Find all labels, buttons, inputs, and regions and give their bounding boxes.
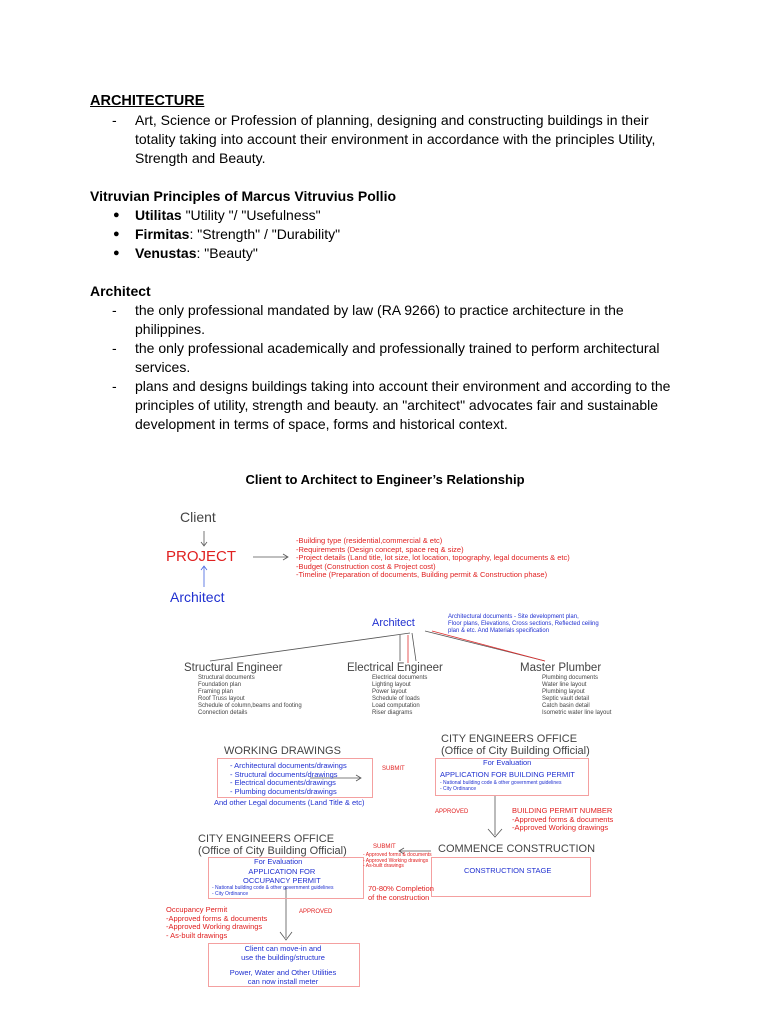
final-line: can now install meter xyxy=(247,976,319,986)
vitruvian-term: Venustas xyxy=(135,245,197,261)
plumbing-doc: Septic vault detail xyxy=(542,696,590,702)
structural-doc: Connection details xyxy=(198,710,248,716)
occupancy-guidelines xyxy=(212,885,333,897)
structural-doc: Foundation plan xyxy=(198,682,242,688)
submit-doc: - Approved Working drawings xyxy=(363,857,429,864)
vitruvian-term: Utilitas xyxy=(135,207,182,223)
architect-doc: plan & etc. And Materials specification xyxy=(448,628,550,634)
construction-stage-box xyxy=(431,857,591,897)
app-line: APPLICATION FOR xyxy=(248,867,316,876)
building-permit-application: APPLICATION FOR BUILDING PERMIT xyxy=(440,770,575,779)
occupancy-permit-note xyxy=(166,906,267,940)
occupancy-line: -Approved Working drawings xyxy=(166,922,263,931)
vitruvian-term: Firmitas xyxy=(135,226,190,242)
ceo-line: CITY ENGINEERS OFFICE xyxy=(198,833,335,845)
structural-doc: Roof Truss layout xyxy=(198,696,245,702)
project-details xyxy=(296,537,570,580)
architect-heading: Architect xyxy=(90,283,151,299)
architect-label: Architect xyxy=(170,589,225,605)
submit-label-2: SUBMIT xyxy=(373,844,396,850)
final-line: use the building/structure xyxy=(241,952,325,962)
city-engineers-office-1 xyxy=(441,733,590,757)
diagram-title: Client to Architect to Engineer’s Relationship xyxy=(245,472,525,487)
vitruvian-list xyxy=(90,206,690,263)
bp-line: -Approved Working drawings xyxy=(512,823,609,832)
bp-line: BUILDING PERMIT NUMBER xyxy=(512,806,613,815)
project-detail: -Requirements (Design concept, space req & size) xyxy=(296,544,464,554)
architect-doc: Architectural documents - Site development plan, xyxy=(448,614,579,620)
final-line: Client can move-in and xyxy=(244,944,322,953)
electrical-docs xyxy=(372,675,427,717)
page-title: ARCHITECTURE xyxy=(90,93,205,109)
plumbing-doc: Catch basin detail xyxy=(542,703,590,709)
document-body xyxy=(90,92,690,434)
submit-doc: - As-built drawings xyxy=(363,863,404,869)
construction-stage: CONSTRUCTION STAGE xyxy=(464,866,552,875)
app-line: OCCUPANCY PERMIT xyxy=(243,875,321,885)
final-note xyxy=(208,945,358,986)
vitruvian-desc: "Strength" / "Durability" xyxy=(197,226,341,242)
approved-label-1: APPROVED xyxy=(435,809,469,815)
other-legal-docs: And other Legal documents (Land Title & etc) xyxy=(214,798,365,807)
master-plumber-label: Master Plumber xyxy=(520,662,602,674)
architect-item: - plans and designs buildings taking into account their environment and according to the principles of utility, strength and beauty. an "architect" advocates fair and sustainable development in terms of space, forms and historical context. xyxy=(90,377,690,434)
project-label: PROJECT xyxy=(166,548,237,565)
electrical-doc: Schedule of loads xyxy=(372,696,420,702)
completion-line: 70-80% Completion xyxy=(368,884,434,893)
for-evaluation-1: For Evaluation xyxy=(483,758,532,767)
architect-item: - the only professional academically and professionally trained to perform architectural services. xyxy=(90,339,690,377)
definition-item: - Art, Science or Profession of planning, designing and constructing buildings in their totality taking into account their environment in accordance with the principles Utility, Strength and Beauty. xyxy=(90,111,690,168)
vitruvian-heading: Vitruvian Principles of Marcus Vitruvius Pollio xyxy=(90,188,397,204)
approved-label-2: APPROVED xyxy=(299,909,333,915)
electrical-doc: Riser diagrams xyxy=(372,710,413,716)
vitruvian-item xyxy=(90,244,690,263)
structural-doc: Structural documents xyxy=(198,675,255,681)
guideline: - City Ordinance xyxy=(440,786,477,792)
plumbing-doc: Plumbing layout xyxy=(542,689,585,695)
submit-doc: - Approved forms & documents xyxy=(363,852,432,858)
working-drawing-item: - Plumbing documents/drawings xyxy=(230,786,337,796)
working-drawings-label: WORKING DRAWINGS xyxy=(224,745,341,757)
structural-docs xyxy=(198,675,302,717)
structural-engineer-label: Structural Engineer xyxy=(184,662,283,674)
structural-doc: Framing plan xyxy=(198,689,234,695)
ceo-line: (Office of City Building Official) xyxy=(198,845,347,857)
final-line: Power, Water and Other Utilities xyxy=(229,968,337,977)
vitruvian-desc: "Utility "/ "Usefulness" xyxy=(185,207,321,223)
vitruvian-sep: : xyxy=(196,245,205,261)
structural-doc: Schedule of column,beams and footing xyxy=(198,703,302,709)
city-engineers-office-2 xyxy=(198,833,347,857)
architect-node: Architect xyxy=(372,617,415,629)
vitruvian-item xyxy=(90,206,690,225)
electrical-doc: Load computation xyxy=(372,703,420,709)
plumbing-doc: Water line layout xyxy=(542,682,587,688)
vitruvian-item xyxy=(90,225,690,244)
architect-docs xyxy=(448,614,599,635)
building-permit-number xyxy=(512,807,613,833)
guideline: - City Ordinance xyxy=(212,891,249,897)
guideline: - National building code & other government guidelines xyxy=(212,885,334,891)
electrical-doc: Lighting layout xyxy=(372,682,411,688)
vitruvian-desc: "Beauty" xyxy=(204,245,258,261)
electrical-doc: Power layout xyxy=(372,689,407,695)
plumbing-doc: Plumbing documents xyxy=(542,675,599,681)
ceo-line: CITY ENGINEERS OFFICE xyxy=(441,733,578,745)
occupancy-permit-application xyxy=(243,868,321,885)
project-detail: -Project details (Land title, lot size, lot location, topography, legal documents & etc) xyxy=(296,553,570,562)
commence-construction: COMMENCE CONSTRUCTION xyxy=(438,843,596,855)
electrical-doc: Electrical documents xyxy=(372,675,428,681)
project-detail: -Budget (Construction cost & Project cost) xyxy=(296,561,436,571)
working-drawing-item: - Architectural documents/drawings xyxy=(230,761,347,770)
working-drawings-list xyxy=(230,762,347,796)
electrical-engineer-label: Electrical Engineer xyxy=(347,662,443,674)
for-evaluation-2: For Evaluation xyxy=(254,857,303,866)
submit-docs-2 xyxy=(363,853,432,870)
occupancy-line: -Approved forms & documents xyxy=(166,913,268,923)
plumbing-doc: Isometric water line layout xyxy=(542,710,612,716)
completion-line: of the construction xyxy=(368,892,430,902)
bp-line: -Approved forms & documents xyxy=(512,814,614,824)
client-label: Client xyxy=(180,509,216,525)
architect-doc: Floor plans, Elevations, Cross sections, Reflected ceiling xyxy=(448,621,599,627)
submit-label: SUBMIT xyxy=(382,766,405,772)
occupancy-line: Occupancy Permit xyxy=(166,905,228,914)
working-drawing-item: - Electrical documents/drawings xyxy=(230,778,336,787)
definition-list xyxy=(90,111,690,168)
vitruvian-sep: : xyxy=(189,226,198,242)
occupancy-line: - As-built drawings xyxy=(166,930,228,940)
working-drawing-item: - Structural documents/drawings xyxy=(230,769,338,779)
building-permit-guidelines xyxy=(440,780,561,792)
architect-item: - the only professional mandated by law (RA 9266) to practice architecture in the philippines. xyxy=(90,301,690,339)
guideline: - National building code & other government guidelines xyxy=(440,780,562,786)
plumbing-docs xyxy=(542,675,611,717)
relationship-diagram xyxy=(150,465,640,1000)
completion-note xyxy=(368,885,434,902)
project-detail: -Timeline (Preparation of documents, Building permit & Construction phase) xyxy=(296,570,548,579)
architect-list xyxy=(90,301,690,434)
project-detail: -Building type (residential,commercial & etc) xyxy=(296,536,443,545)
ceo-line: (Office of City Building Official) xyxy=(441,745,590,757)
